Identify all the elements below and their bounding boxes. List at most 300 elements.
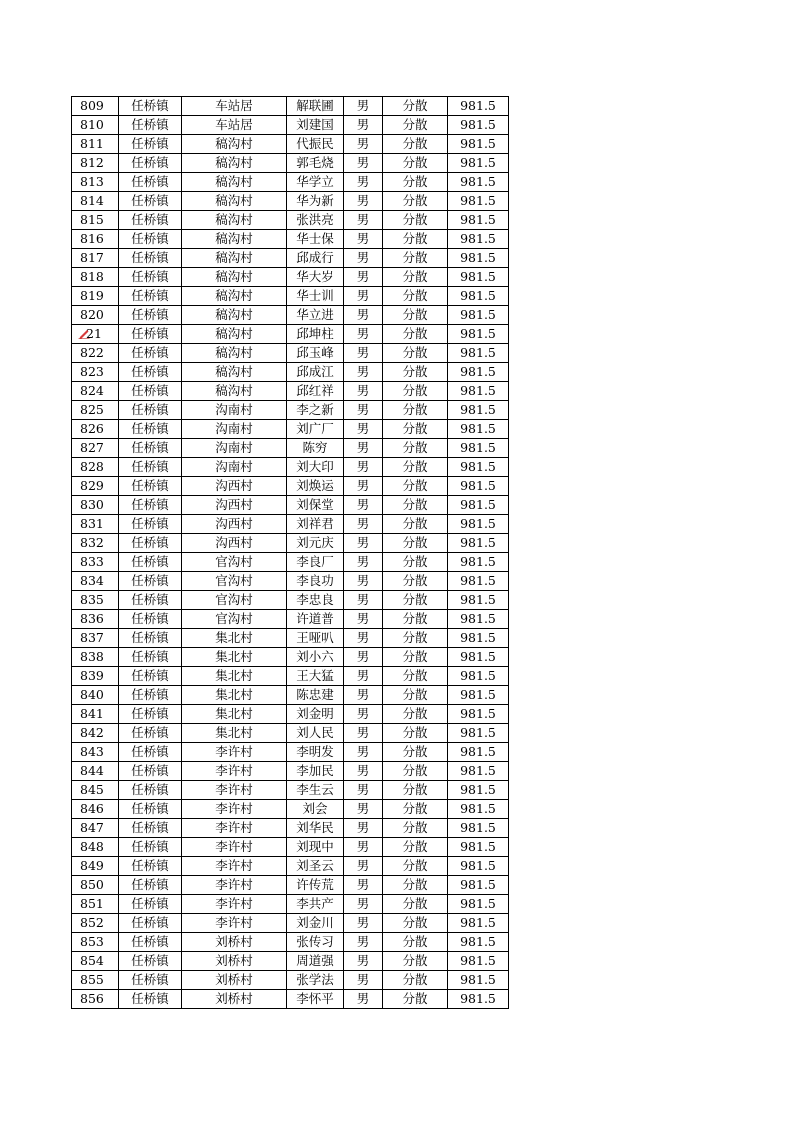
name-cell: 华士保 (287, 230, 344, 249)
amount-cell: 981.5 (448, 819, 509, 838)
table-row (72, 116, 509, 135)
table-row (72, 553, 509, 572)
amount-cell: 981.5 (448, 933, 509, 952)
table-row (72, 382, 509, 401)
sex-cell: 男 (344, 306, 383, 325)
sex-cell: 男 (344, 990, 383, 1009)
sex-cell: 男 (344, 135, 383, 154)
table-row (72, 933, 509, 952)
sex-cell: 男 (344, 325, 383, 344)
amount-cell: 981.5 (448, 306, 509, 325)
table-row (72, 230, 509, 249)
village-cell: 李许村 (182, 819, 287, 838)
sex-cell: 男 (344, 800, 383, 819)
name-cell: 刘金川 (287, 914, 344, 933)
name-cell: 刘建国 (287, 116, 344, 135)
name-cell: 周道强 (287, 952, 344, 971)
table-row (72, 724, 509, 743)
type-cell: 分散 (383, 762, 448, 781)
table-row (72, 135, 509, 154)
type-cell: 分散 (383, 211, 448, 230)
table-row (72, 515, 509, 534)
table-row (72, 154, 509, 173)
amount-cell: 981.5 (448, 534, 509, 553)
table-row (72, 610, 509, 629)
name-cell: 李明发 (287, 743, 344, 762)
table-row (72, 97, 509, 116)
row-number-cell: 815 (72, 211, 119, 230)
amount-cell: 981.5 (448, 325, 509, 344)
sex-cell: 男 (344, 496, 383, 515)
type-cell: 分散 (383, 800, 448, 819)
sex-cell: 男 (344, 116, 383, 135)
name-cell: 华立进 (287, 306, 344, 325)
table-row (72, 648, 509, 667)
amount-cell: 981.5 (448, 249, 509, 268)
village-cell: 李许村 (182, 914, 287, 933)
amount-cell: 981.5 (448, 762, 509, 781)
type-cell: 分散 (383, 933, 448, 952)
village-cell: 官沟村 (182, 610, 287, 629)
table-row (72, 173, 509, 192)
name-cell: 解联圃 (287, 97, 344, 116)
town-cell: 任桥镇 (119, 154, 182, 173)
town-cell: 任桥镇 (119, 97, 182, 116)
record-table (71, 96, 509, 1009)
table-row (72, 401, 509, 420)
table-row (72, 914, 509, 933)
town-cell: 任桥镇 (119, 781, 182, 800)
type-cell: 分散 (383, 496, 448, 515)
village-cell: 稿沟村 (182, 154, 287, 173)
sex-cell: 男 (344, 895, 383, 914)
village-cell: 车站居 (182, 116, 287, 135)
town-cell: 任桥镇 (119, 838, 182, 857)
town-cell: 任桥镇 (119, 895, 182, 914)
town-cell: 任桥镇 (119, 477, 182, 496)
sex-cell: 男 (344, 838, 383, 857)
table-row (72, 781, 509, 800)
type-cell: 分散 (383, 914, 448, 933)
type-cell: 分散 (383, 458, 448, 477)
village-cell: 李许村 (182, 743, 287, 762)
row-number-cell: 844 (72, 762, 119, 781)
town-cell: 任桥镇 (119, 116, 182, 135)
type-cell: 分散 (383, 857, 448, 876)
sex-cell: 男 (344, 211, 383, 230)
row-number-cell: 824 (72, 382, 119, 401)
type-cell: 分散 (383, 306, 448, 325)
town-cell: 任桥镇 (119, 496, 182, 515)
village-cell: 稿沟村 (182, 249, 287, 268)
type-cell: 分散 (383, 971, 448, 990)
name-cell: 刘金明 (287, 705, 344, 724)
table-row (72, 876, 509, 895)
name-cell: 华大岁 (287, 268, 344, 287)
name-cell: 刘人民 (287, 724, 344, 743)
table-row (72, 344, 509, 363)
sex-cell: 男 (344, 420, 383, 439)
type-cell: 分散 (383, 382, 448, 401)
name-cell: 刘小六 (287, 648, 344, 667)
sex-cell: 男 (344, 192, 383, 211)
village-cell: 李许村 (182, 838, 287, 857)
name-cell: 刘会 (287, 800, 344, 819)
amount-cell: 981.5 (448, 895, 509, 914)
row-number-cell: 825 (72, 401, 119, 420)
town-cell: 任桥镇 (119, 762, 182, 781)
name-cell: 张传习 (287, 933, 344, 952)
name-cell: 李生云 (287, 781, 344, 800)
town-cell: 任桥镇 (119, 439, 182, 458)
amount-cell: 981.5 (448, 610, 509, 629)
amount-cell: 981.5 (448, 952, 509, 971)
amount-cell: 981.5 (448, 686, 509, 705)
amount-cell: 981.5 (448, 667, 509, 686)
village-cell: 稿沟村 (182, 344, 287, 363)
amount-cell: 981.5 (448, 629, 509, 648)
amount-cell: 981.5 (448, 439, 509, 458)
village-cell: 刘桥村 (182, 952, 287, 971)
amount-cell: 981.5 (448, 914, 509, 933)
row-number-cell: 838 (72, 648, 119, 667)
amount-cell: 981.5 (448, 857, 509, 876)
village-cell: 李许村 (182, 762, 287, 781)
name-cell: 李怀平 (287, 990, 344, 1009)
village-cell: 沟南村 (182, 458, 287, 477)
amount-cell: 981.5 (448, 781, 509, 800)
type-cell: 分散 (383, 249, 448, 268)
type-cell: 分散 (383, 629, 448, 648)
name-cell: 王哑叭 (287, 629, 344, 648)
name-cell: 刘焕运 (287, 477, 344, 496)
type-cell: 分散 (383, 116, 448, 135)
sex-cell: 男 (344, 230, 383, 249)
sex-cell: 男 (344, 743, 383, 762)
name-cell: 许道普 (287, 610, 344, 629)
town-cell: 任桥镇 (119, 857, 182, 876)
name-cell: 邱成行 (287, 249, 344, 268)
sex-cell: 男 (344, 287, 383, 306)
town-cell: 任桥镇 (119, 686, 182, 705)
pencil-icon (78, 327, 90, 339)
town-cell: 任桥镇 (119, 135, 182, 154)
type-cell: 分散 (383, 135, 448, 154)
row-number-cell: 810 (72, 116, 119, 135)
village-cell: 稿沟村 (182, 306, 287, 325)
row-number-cell (72, 325, 119, 344)
name-cell: 华为新 (287, 192, 344, 211)
type-cell: 分散 (383, 724, 448, 743)
table-row (72, 838, 509, 857)
amount-cell: 981.5 (448, 116, 509, 135)
row-number-cell: 817 (72, 249, 119, 268)
row-number-cell: 851 (72, 895, 119, 914)
town-cell: 任桥镇 (119, 933, 182, 952)
village-cell: 官沟村 (182, 591, 287, 610)
table-row (72, 572, 509, 591)
type-cell: 分散 (383, 154, 448, 173)
name-cell: 刘大印 (287, 458, 344, 477)
village-cell: 沟西村 (182, 477, 287, 496)
row-number-cell: 828 (72, 458, 119, 477)
name-cell: 刘圣云 (287, 857, 344, 876)
town-cell: 任桥镇 (119, 515, 182, 534)
town-cell: 任桥镇 (119, 344, 182, 363)
record-table-body (72, 97, 509, 1009)
town-cell: 任桥镇 (119, 876, 182, 895)
name-cell: 华学立 (287, 173, 344, 192)
sex-cell: 男 (344, 705, 383, 724)
table-row (72, 211, 509, 230)
sex-cell: 男 (344, 591, 383, 610)
name-cell: 邱玉峰 (287, 344, 344, 363)
village-cell: 官沟村 (182, 553, 287, 572)
town-cell: 任桥镇 (119, 420, 182, 439)
row-number-cell: 843 (72, 743, 119, 762)
table-row (72, 363, 509, 382)
amount-cell: 981.5 (448, 192, 509, 211)
name-cell: 华士训 (287, 287, 344, 306)
type-cell: 分散 (383, 401, 448, 420)
village-cell: 稿沟村 (182, 230, 287, 249)
town-cell: 任桥镇 (119, 287, 182, 306)
town-cell: 任桥镇 (119, 325, 182, 344)
name-cell: 李共产 (287, 895, 344, 914)
sex-cell: 男 (344, 857, 383, 876)
table-row (72, 762, 509, 781)
village-cell: 刘桥村 (182, 971, 287, 990)
name-cell: 李忠良 (287, 591, 344, 610)
table-row (72, 800, 509, 819)
row-number-cell: 845 (72, 781, 119, 800)
sex-cell: 男 (344, 686, 383, 705)
row-number-cell: 832 (72, 534, 119, 553)
name-cell: 刘华民 (287, 819, 344, 838)
row-number-cell: 819 (72, 287, 119, 306)
row-number-wrap (86, 325, 102, 343)
village-cell: 李许村 (182, 857, 287, 876)
sex-cell: 男 (344, 648, 383, 667)
town-cell: 任桥镇 (119, 268, 182, 287)
sex-cell: 男 (344, 173, 383, 192)
town-cell: 任桥镇 (119, 211, 182, 230)
town-cell: 任桥镇 (119, 230, 182, 249)
type-cell: 分散 (383, 781, 448, 800)
sex-cell: 男 (344, 914, 383, 933)
village-cell: 沟西村 (182, 496, 287, 515)
amount-cell: 981.5 (448, 211, 509, 230)
row-number-cell: 816 (72, 230, 119, 249)
sex-cell: 男 (344, 819, 383, 838)
row-number-cell: 830 (72, 496, 119, 515)
town-cell: 任桥镇 (119, 819, 182, 838)
table-row (72, 952, 509, 971)
sex-cell: 男 (344, 629, 383, 648)
sex-cell: 男 (344, 781, 383, 800)
type-cell: 分散 (383, 591, 448, 610)
village-cell: 稿沟村 (182, 363, 287, 382)
type-cell: 分散 (383, 667, 448, 686)
amount-cell: 981.5 (448, 496, 509, 515)
village-cell: 稿沟村 (182, 287, 287, 306)
name-cell: 李加民 (287, 762, 344, 781)
row-number-cell: 823 (72, 363, 119, 382)
village-cell: 稿沟村 (182, 173, 287, 192)
town-cell: 任桥镇 (119, 591, 182, 610)
town-cell: 任桥镇 (119, 192, 182, 211)
name-cell: 陈穷 (287, 439, 344, 458)
amount-cell: 981.5 (448, 477, 509, 496)
table-row (72, 306, 509, 325)
sex-cell: 男 (344, 933, 383, 952)
row-number-cell: 842 (72, 724, 119, 743)
type-cell: 分散 (383, 534, 448, 553)
row-number-cell: 841 (72, 705, 119, 724)
row-number-cell: 856 (72, 990, 119, 1009)
sex-cell: 男 (344, 762, 383, 781)
town-cell: 任桥镇 (119, 458, 182, 477)
row-number-cell: 822 (72, 344, 119, 363)
row-number-cell: 850 (72, 876, 119, 895)
sex-cell: 男 (344, 515, 383, 534)
town-cell: 任桥镇 (119, 629, 182, 648)
town-cell: 任桥镇 (119, 363, 182, 382)
sex-cell: 男 (344, 97, 383, 116)
row-number-cell: 812 (72, 154, 119, 173)
amount-cell: 981.5 (448, 173, 509, 192)
name-cell: 李之新 (287, 401, 344, 420)
village-cell: 李许村 (182, 800, 287, 819)
amount-cell: 981.5 (448, 287, 509, 306)
table-row (72, 895, 509, 914)
type-cell: 分散 (383, 952, 448, 971)
sex-cell: 男 (344, 667, 383, 686)
row-number-cell: 834 (72, 572, 119, 591)
row-number-cell: 852 (72, 914, 119, 933)
village-cell: 集北村 (182, 667, 287, 686)
name-cell: 刘现中 (287, 838, 344, 857)
name-cell: 李良功 (287, 572, 344, 591)
sex-cell: 男 (344, 268, 383, 287)
table-row (72, 667, 509, 686)
name-cell: 郭毛烧 (287, 154, 344, 173)
sex-cell: 男 (344, 971, 383, 990)
table-row (72, 591, 509, 610)
name-cell: 陈忠建 (287, 686, 344, 705)
name-cell: 许传荒 (287, 876, 344, 895)
row-number-cell: 840 (72, 686, 119, 705)
village-cell: 沟南村 (182, 401, 287, 420)
amount-cell: 981.5 (448, 553, 509, 572)
row-number-cell: 813 (72, 173, 119, 192)
sex-cell: 男 (344, 572, 383, 591)
town-cell: 任桥镇 (119, 724, 182, 743)
table-row (72, 819, 509, 838)
amount-cell: 981.5 (448, 800, 509, 819)
row-number-cell: 814 (72, 192, 119, 211)
amount-cell: 981.5 (448, 401, 509, 420)
type-cell: 分散 (383, 344, 448, 363)
village-cell: 官沟村 (182, 572, 287, 591)
row-number-cell: 829 (72, 477, 119, 496)
row-number-cell: 848 (72, 838, 119, 857)
town-cell: 任桥镇 (119, 553, 182, 572)
name-cell: 张洪亮 (287, 211, 344, 230)
row-number-text: 21 (86, 326, 102, 341)
sex-cell: 男 (344, 876, 383, 895)
village-cell: 车站居 (182, 97, 287, 116)
village-cell: 沟南村 (182, 439, 287, 458)
amount-cell: 981.5 (448, 458, 509, 477)
type-cell: 分散 (383, 838, 448, 857)
amount-cell: 981.5 (448, 743, 509, 762)
town-cell: 任桥镇 (119, 952, 182, 971)
table-row (72, 420, 509, 439)
amount-cell: 981.5 (448, 363, 509, 382)
sex-cell: 男 (344, 477, 383, 496)
town-cell: 任桥镇 (119, 610, 182, 629)
name-cell: 刘祥君 (287, 515, 344, 534)
type-cell: 分散 (383, 230, 448, 249)
amount-cell: 981.5 (448, 705, 509, 724)
sex-cell: 男 (344, 534, 383, 553)
type-cell: 分散 (383, 325, 448, 344)
village-cell: 稿沟村 (182, 135, 287, 154)
town-cell: 任桥镇 (119, 401, 182, 420)
village-cell: 稿沟村 (182, 192, 287, 211)
table-row (72, 249, 509, 268)
name-cell: 邱坤柱 (287, 325, 344, 344)
row-number-cell: 818 (72, 268, 119, 287)
row-number-cell: 839 (72, 667, 119, 686)
table-row (72, 990, 509, 1009)
town-cell: 任桥镇 (119, 572, 182, 591)
type-cell: 分散 (383, 876, 448, 895)
table-row (72, 496, 509, 515)
table-row (72, 705, 509, 724)
table-row (72, 629, 509, 648)
type-cell: 分散 (383, 363, 448, 382)
name-cell: 王大猛 (287, 667, 344, 686)
table-row (72, 971, 509, 990)
table-row (72, 477, 509, 496)
type-cell: 分散 (383, 743, 448, 762)
amount-cell: 981.5 (448, 876, 509, 895)
type-cell: 分散 (383, 439, 448, 458)
type-cell: 分散 (383, 705, 448, 724)
town-cell: 任桥镇 (119, 534, 182, 553)
town-cell: 任桥镇 (119, 705, 182, 724)
village-cell: 沟西村 (182, 534, 287, 553)
amount-cell: 981.5 (448, 382, 509, 401)
row-number-cell: 833 (72, 553, 119, 572)
type-cell: 分散 (383, 648, 448, 667)
town-cell: 任桥镇 (119, 667, 182, 686)
village-cell: 稿沟村 (182, 325, 287, 344)
sex-cell: 男 (344, 382, 383, 401)
row-number-cell: 827 (72, 439, 119, 458)
amount-cell: 981.5 (448, 515, 509, 534)
type-cell: 分散 (383, 420, 448, 439)
amount-cell: 981.5 (448, 971, 509, 990)
town-cell: 任桥镇 (119, 990, 182, 1009)
table-row (72, 439, 509, 458)
amount-cell: 981.5 (448, 230, 509, 249)
village-cell: 集北村 (182, 705, 287, 724)
village-cell: 稿沟村 (182, 268, 287, 287)
town-cell: 任桥镇 (119, 914, 182, 933)
